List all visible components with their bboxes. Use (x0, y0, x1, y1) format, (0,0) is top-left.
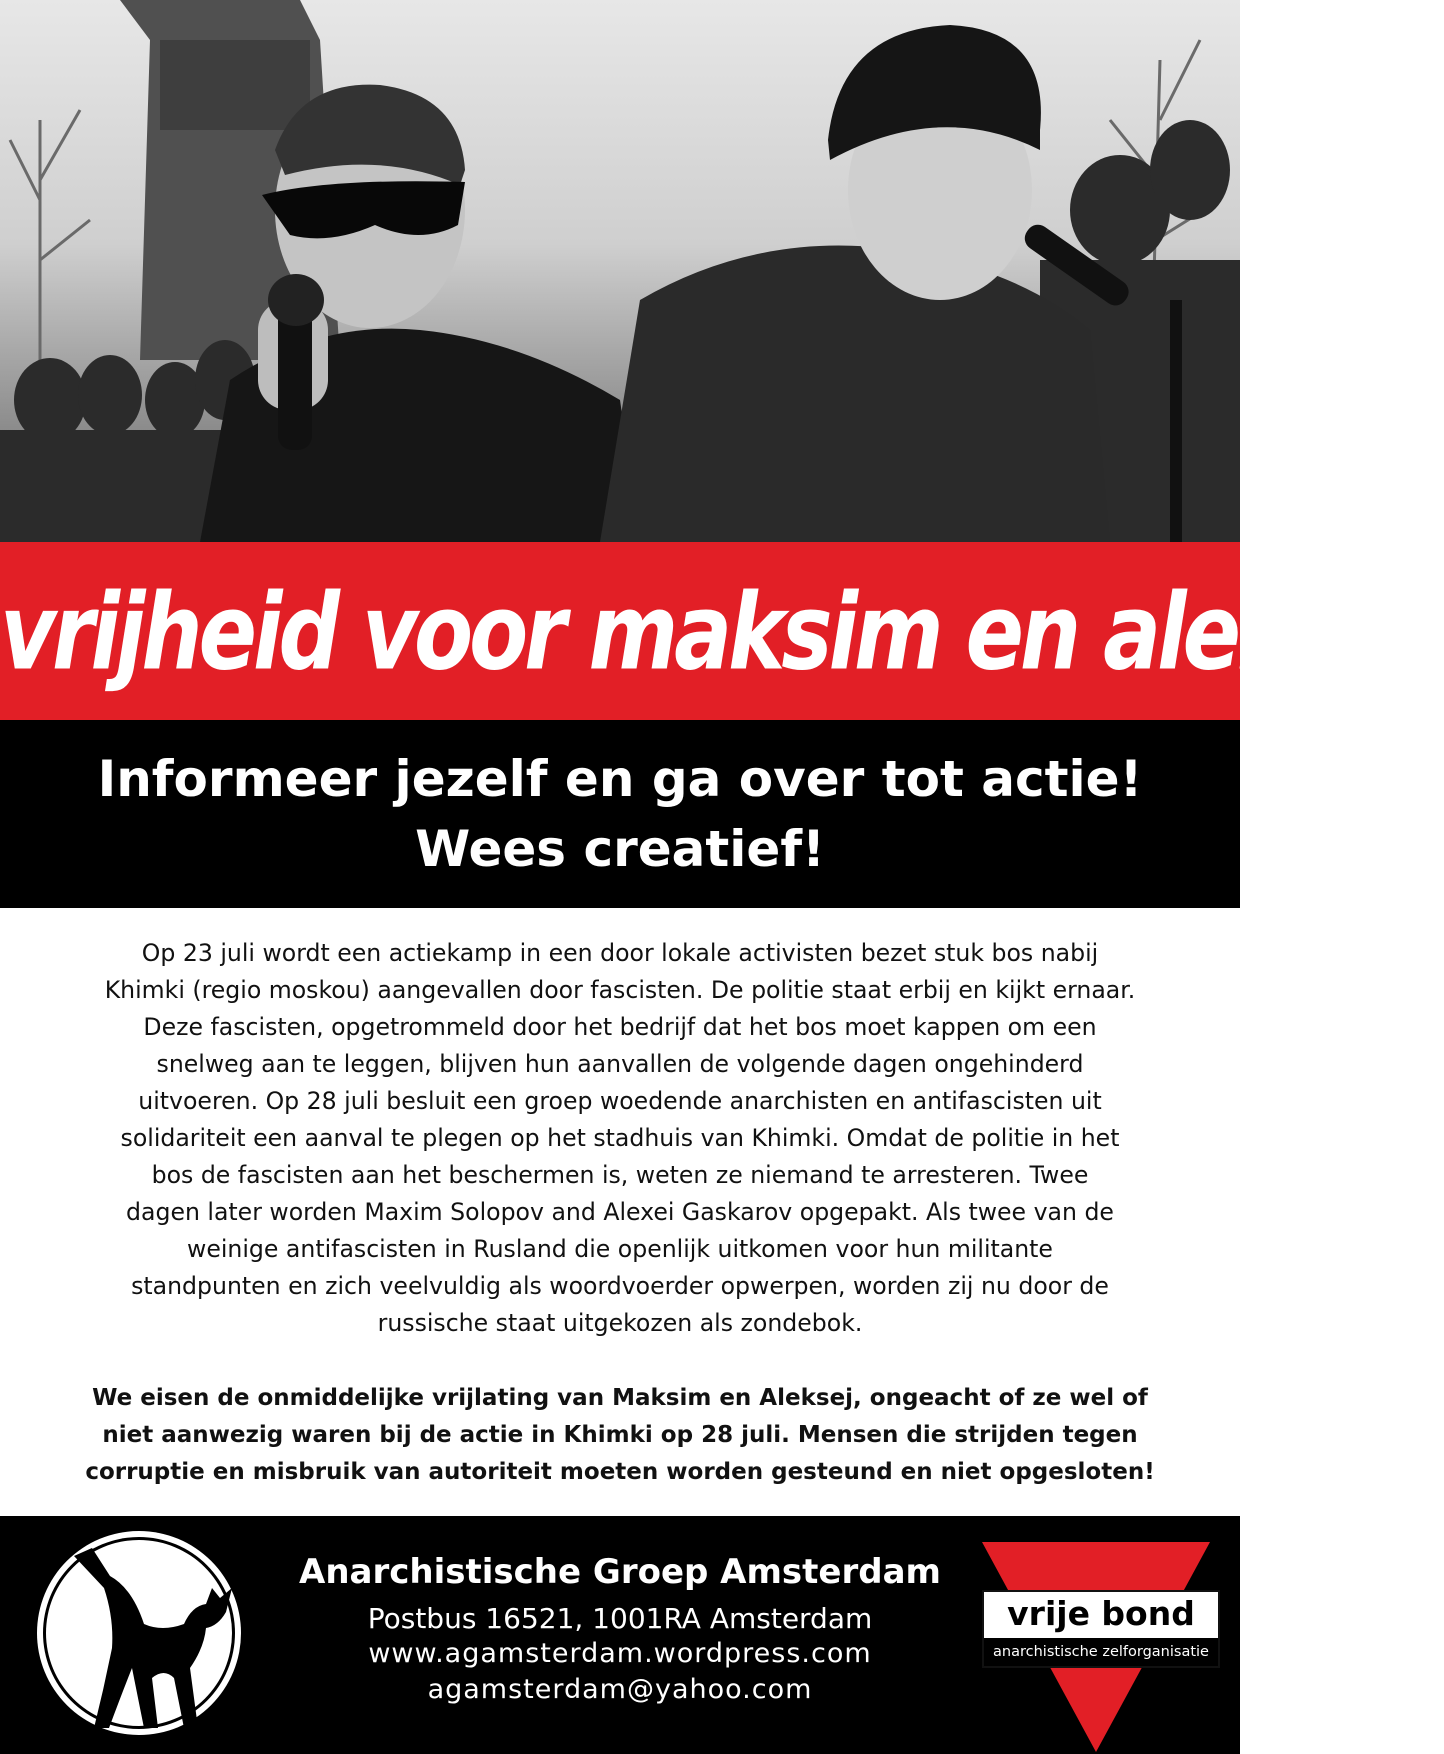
subtitle-line-1: Informeer jezelf en ga over tot actie! (97, 750, 1143, 808)
postal-address: Postbus 16521, 1001RA Amsterdam (367, 1602, 873, 1635)
body-line: weinige antifascisten in Rusland die openlijk uitkomen voor hun militante (187, 1235, 1053, 1263)
vrije-bond-box (982, 1590, 1220, 1668)
footer (0, 1516, 1240, 1754)
rally-photo-illustration (0, 0, 1240, 542)
right-speaker (600, 25, 1182, 542)
body-line: standpunten en zich veelvuldig als woordvoerder opwerpen, worden zij nu door de (131, 1272, 1109, 1300)
website-link[interactable]: www.agamsterdam.wordpress.com (368, 1638, 872, 1669)
email-link[interactable]: agamsterdam@yahoo.com (427, 1674, 813, 1705)
subtitle-band (0, 720, 1240, 908)
vrije-bond-logo (982, 1542, 1228, 1752)
black-cat-icon (34, 1528, 244, 1738)
main-title: vrijheid voor maksim en aleksey (0, 572, 1444, 694)
org-name: Anarchistische Groep Amsterdam (299, 1552, 941, 1592)
subtitle-line-2: Wees creatief! (415, 820, 825, 878)
demand-paragraph (12, 1380, 1228, 1491)
body-paragraph (18, 935, 1222, 1342)
body-line: russische staat uitgekozen als zondebok. (377, 1309, 863, 1337)
header-photo (0, 0, 1240, 542)
demand-line: niet aanwezig waren bij de actie in Khimki op 28 juli. Mensen die strijden tegen (102, 1422, 1138, 1448)
vrije-bond-subtitle: anarchistische zelforganisatie (993, 1644, 1209, 1660)
demand-line: corruptie en misbruik van autoriteit moeten worden gesteund en niet opgesloten! (85, 1459, 1155, 1485)
vrije-bond-title: vrije bond (1007, 1594, 1195, 1633)
demand-line: We eisen de onmiddelijke vrijlating van Maksim en Aleksej, ongeacht of ze wel of (92, 1385, 1148, 1411)
body-line: uitvoeren. Op 28 juli besluit een groep woedende anarchisten en antifascisten uit (138, 1087, 1102, 1115)
body-line: bos de fascisten aan het beschermen is, weten ze niemand te arresteren. Twee (151, 1161, 1089, 1189)
body-line: snelweg aan te leggen, blijven hun aanvallen de volgende dagen ongehinderd (156, 1050, 1084, 1078)
title-band (0, 542, 1444, 720)
body-line: solidariteit een aanval te plegen op het stadhuis van Khimki. Omdat de politie in het (120, 1124, 1120, 1152)
body-line: Op 23 juli wordt een actiekamp in een door lokale activisten bezet stuk bos nabij (141, 939, 1099, 967)
body-line: Deze fascisten, opgetrommeld door het bedrijf dat het bos moet kappen om een (143, 1013, 1097, 1041)
body-line: dagen later worden Maxim Solopov and Alexei Gaskarov opgepakt. Als twee van de (126, 1198, 1114, 1226)
body-line: Khimki (regio moskou) aangevallen door fascisten. De politie staat erbij en kijkt ernaar. (104, 976, 1136, 1004)
